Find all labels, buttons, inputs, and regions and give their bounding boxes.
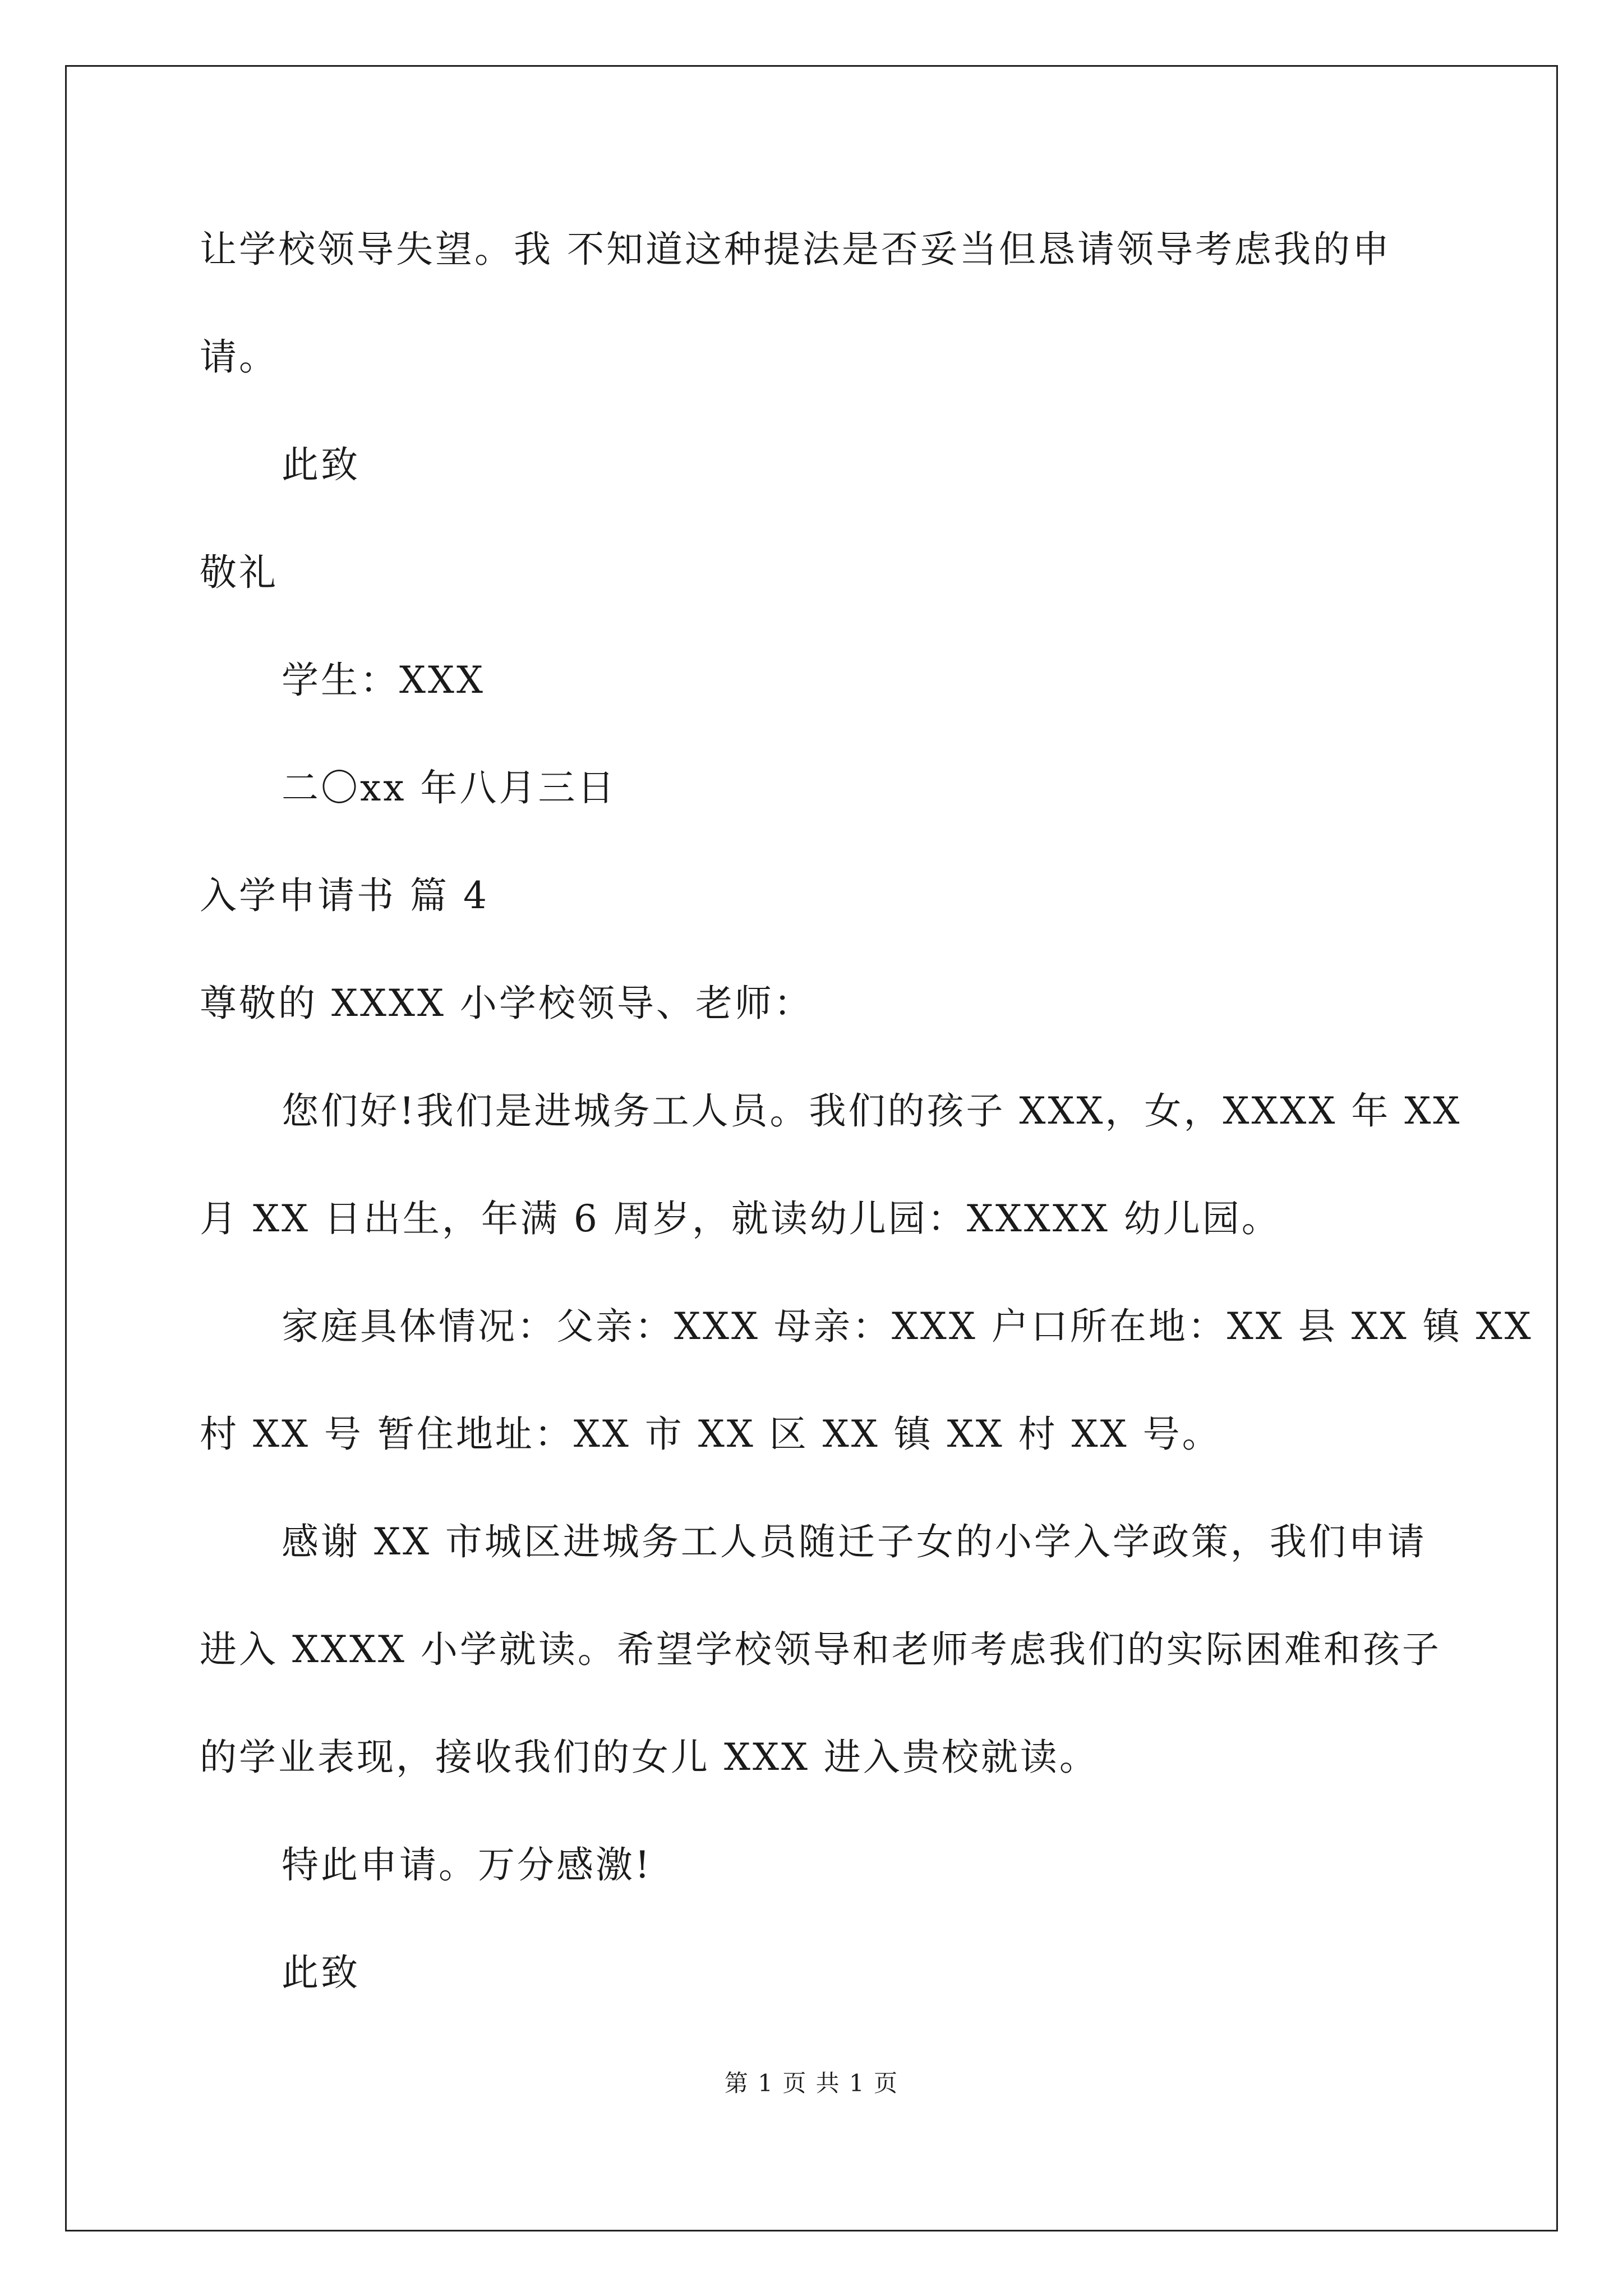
signature-student: 学生：XXX [282,659,485,702]
page-border [65,65,1558,2231]
paragraph-line: 感谢 XX 市城区进城务工人员随迁子女的小学入学政策，我们申请 [282,1520,1427,1563]
paragraph-line: 让学校领导失望。我 不知道这种提法是否妥当但恳请领导考虑我的申 [200,228,1391,271]
page-number: 第 1 页 共 1 页 [724,2069,899,2097]
paragraph-line: 特此申请。万分感激! [282,1843,652,1887]
closing-salutation: 此致 [282,443,360,486]
closing-respect: 敬礼 [200,551,278,594]
paragraph-line: 月 XX 日出生，年满 6 周岁，就读幼儿园：XXXXX 幼儿园。 [200,1197,1281,1240]
closing-salutation: 此致 [282,1951,360,1994]
paragraph-line: 家庭具体情况：父亲：XXX 母亲：XXX 户口所在地：XX 县 XX 镇 XX [282,1305,1533,1348]
greeting: 尊敬的 XXXX 小学校领导、老师： [200,982,813,1025]
paragraph-line: 请。 [200,335,278,379]
signature-date: 二〇xx 年八月三日 [282,766,617,809]
paragraph-line: 进入 XXXX 小学就读。希望学校领导和老师考虑我们的实际困难和孩子 [200,1628,1441,1671]
paragraph-line: 的学业表现，接收我们的女儿 XXX 进入贵校就读。 [200,1736,1099,1779]
section-heading: 入学申请书 篇 4 [200,874,489,917]
paragraph-line: 您们好!我们是进城务工人员。我们的孩子 XXX，女，XXXX 年 XX [282,1089,1462,1133]
paragraph-line: 村 XX 号 暂住地址：XX 市 XX 区 XX 镇 XX 村 XX 号。 [200,1412,1221,1456]
